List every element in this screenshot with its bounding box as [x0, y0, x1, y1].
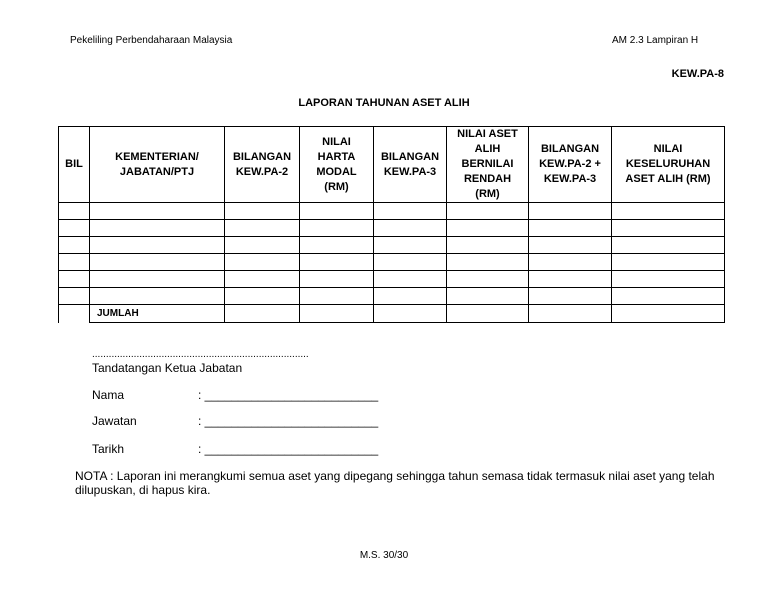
page-number: M.S. 30/30: [359, 550, 409, 561]
signature-dotted-line: ..............................................................................: [92, 349, 309, 360]
field-label-jawatan: Jawatan: [92, 414, 137, 428]
total-label: JUMLAH: [90, 305, 225, 323]
table-row: [59, 271, 725, 288]
header-right: AM 2.3 Lampiran H: [612, 35, 699, 46]
col-header-nilai-keseluruhan: NILAI KESELURUHAN ASET ALIH (RM): [612, 127, 725, 203]
table-row: [59, 254, 725, 271]
field-label-nama: Nama: [92, 388, 125, 402]
field-value-nama: : __________________________: [198, 388, 379, 402]
field-value-tarikh: : __________________________: [198, 442, 379, 456]
col-header-bilangan-total: BILANGAN KEW.PA-2 + KEW.PA-3: [529, 127, 612, 203]
col-header-nilai-aset-rendah: NILAI ASET ALIH BERNILAI RENDAH (RM): [447, 127, 529, 203]
col-header-bilangan-pa3: BILANGAN KEW.PA-3: [374, 127, 447, 203]
col-header-bilangan-pa2: BILANGAN KEW.PA-2: [225, 127, 300, 203]
header-row: [59, 127, 725, 203]
table-row: [59, 237, 725, 254]
report-table: [58, 126, 725, 323]
header-left: Pekeliling Perbendaharaan Malaysia: [70, 35, 233, 46]
col-header-kementerian: KEMENTERIAN/ JABATAN/PTJ: [90, 127, 225, 203]
col-header-nilai-harta-modal: NILAI HARTA MODAL (RM): [300, 127, 374, 203]
form-code: KEW.PA-8: [671, 68, 724, 80]
table-row: [59, 203, 725, 220]
signature-label: Tandatangan Ketua Jabatan: [92, 361, 243, 375]
table-row: [59, 220, 725, 237]
total-row: [59, 305, 725, 323]
table-row: [59, 288, 725, 305]
field-value-jawatan: : __________________________: [198, 414, 379, 428]
field-label-tarikh: Tarikh: [92, 442, 125, 456]
col-header-bil: BIL: [59, 127, 90, 203]
report-title: LAPORAN TAHUNAN ASET ALIH: [298, 97, 470, 109]
nota: NOTA : Laporan ini merangkumi semua aset yang dipegang sehingga tahun semasa tidak termasuk nilai aset yang telah dilupuskan, di hapus kira.: [75, 469, 715, 497]
